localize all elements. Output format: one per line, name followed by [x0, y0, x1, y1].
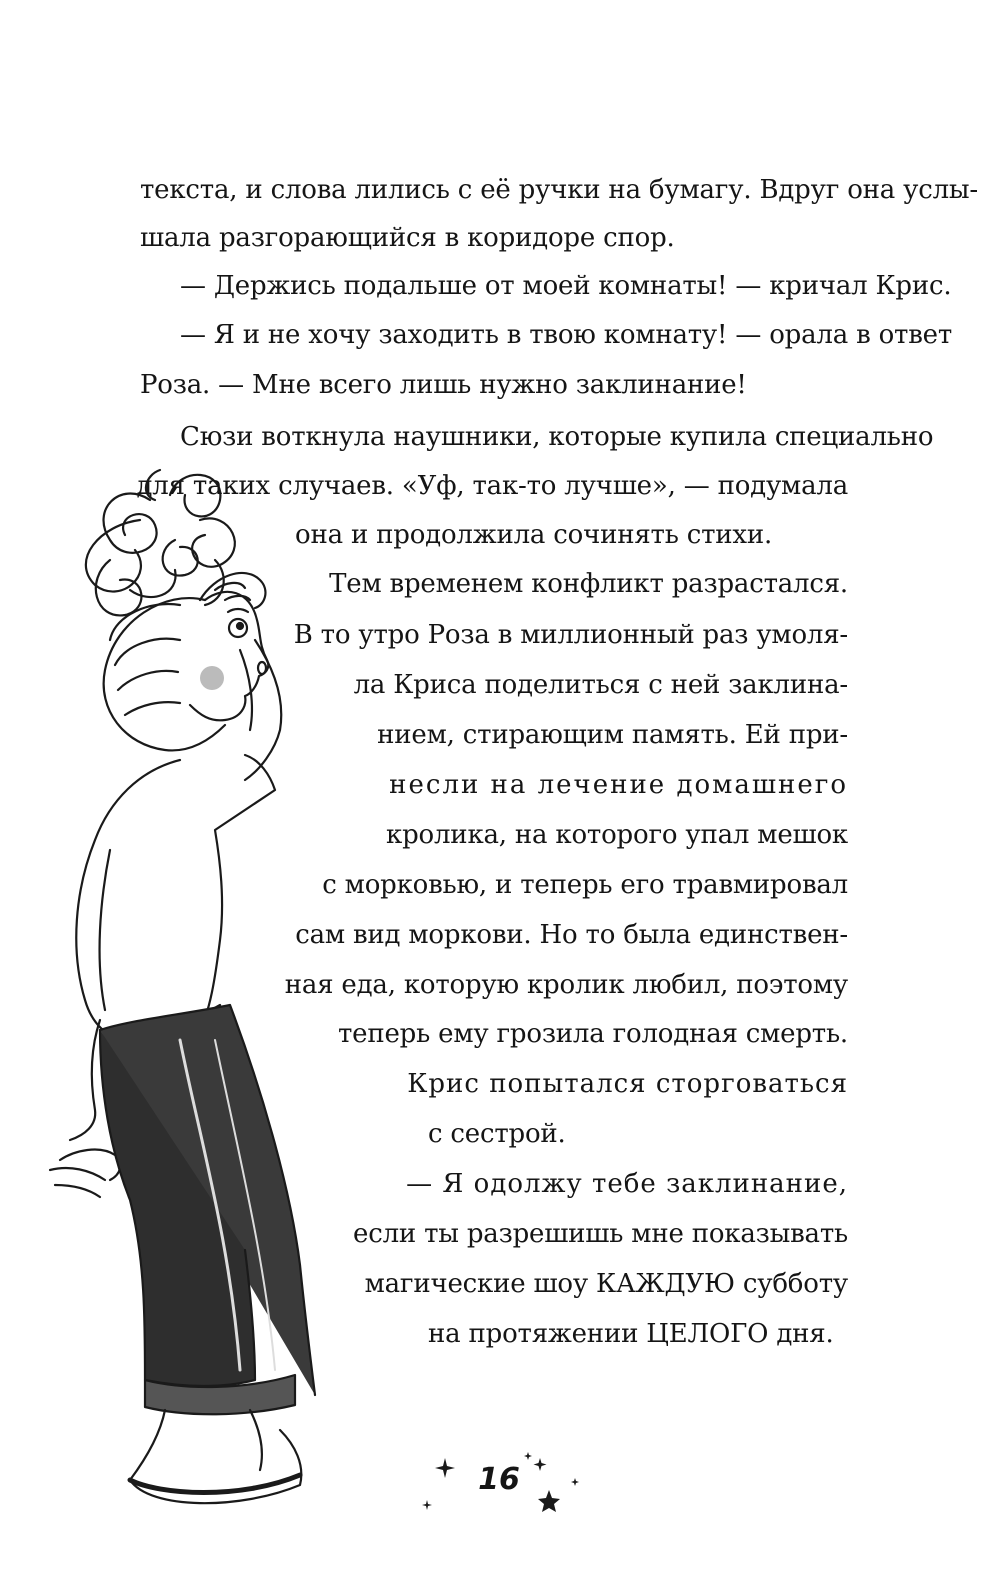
text-line: нием, стирающим память. Ей при- [377, 720, 848, 750]
text-line: с морковью, и теперь его травмировал [322, 870, 848, 900]
text-line: кролика, на которого упал мешок [386, 820, 848, 850]
text-line: Роза. — Мне всего лишь нужно заклинание! [140, 370, 747, 400]
text-line: теперь ему грозила голодная смерть. [337, 1019, 848, 1049]
text-line: Крис попытался сторговаться [407, 1069, 848, 1099]
text-line: Сюзи воткнула наушники, которые купила специально [180, 422, 934, 452]
text-line: ная еда, которую кролик любил, поэтому [284, 970, 848, 1000]
text-line: — Я одолжу тебе заклинание, [406, 1169, 848, 1199]
text-line: она и продолжила сочинять стихи. [295, 520, 773, 550]
text-line: В то утро Роза в миллионный раз умоля- [293, 620, 848, 650]
text-line: для таких случаев. «Уф, так-то лучше», — подумала [136, 471, 848, 501]
text-line: шала разгорающийся в коридоре спор. [140, 223, 675, 253]
page-number: 16 [478, 1462, 520, 1497]
text-line: сам вид моркови. Но то была единствен- [295, 920, 848, 950]
text-line: текста, и слова лились с её ручки на бумагу. Вдруг она услы- [140, 175, 979, 205]
text-line: — Держись подальше от моей комнаты! — кричал Крис. [180, 271, 952, 301]
text-line: несли на лечение домашнего [389, 770, 848, 800]
text-line: на протяжении ЦЕЛОГО дня. [428, 1319, 834, 1349]
text-line: с сестрой. [428, 1119, 566, 1149]
text-line: ла Криса поделиться с ней заклина- [353, 670, 848, 700]
text-line: если ты разрешишь мне показывать [353, 1219, 848, 1249]
text-line: магические шоу КАЖДУЮ субботу [364, 1269, 848, 1299]
text-line: Тем временем конфликт разрастался. [329, 569, 848, 599]
text-line: — Я и не хочу заходить в твою комнату! — орала в ответ [180, 320, 953, 350]
